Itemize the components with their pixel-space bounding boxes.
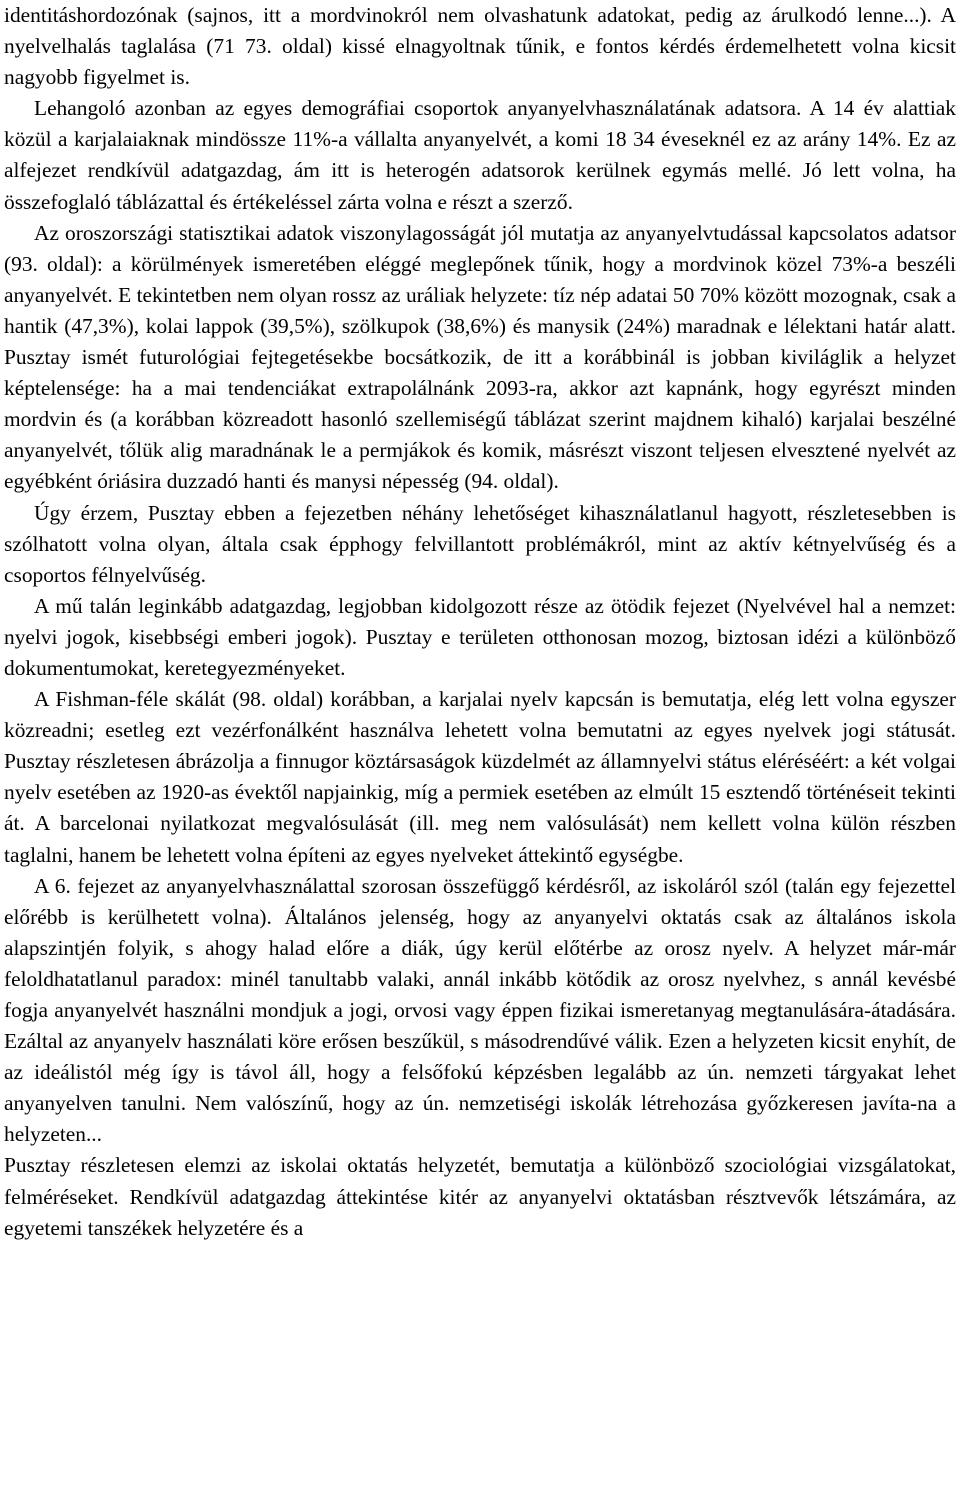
document-page	[4, 0, 956, 1244]
paragraph-8: Pusztay részletesen elemzi az iskolai oktatás helyzetét, bemutatja a különböző szociológiai vizsgálatokat, felméréseket. Rendkívül adatgazdag áttekintése kitér az anyanyelvi oktatásban résztvevők létszámára, az egyetemi tanszékek helyzetére és a	[4, 1153, 956, 1240]
paragraph-2: Lehangoló azonban az egyes demográfiai csoportok anyanyelvhasználatának adatsora. A 14 év alattiak közül a karjalaiaknak mindössze 11%-a vállalta anyanyelvét, a komi 18 34 éveseknél ez az arány 14%. Ez az alfejezet rendkívül adatgazdag, ám itt is heterogén adatsorok kerülnek egymás mellé. Jó lett volna, ha összefoglaló táblázattal és értékeléssel zárta volna e részt a szerző.	[4, 96, 956, 214]
paragraph-1: identitáshordozónak (sajnos, itt a mordvinokról nem olvashatunk adatokat, pedig az árulkodó lenne...). A nyelvelhalás taglalása (71 73. oldal) kissé elnagyoltnak tűnik, e fontos kérdés érdemelhetett volna kicsit nagyobb figyelmet is.	[4, 3, 956, 90]
paragraph-5: A mű talán leginkább adatgazdag, legjobban kidolgozott része az ötödik fejezet (Nyelvével hal a nemzet: nyelvi jogok, kisebbségi emberi jogok). Pusztay e területen otthonosan mozog, biztosan idézi a különböző dokumentumokat, keretegyezményeket.	[4, 593, 956, 680]
paragraph-6: A Fishman-féle skálát (98. oldal) korábban, a karjalai nyelv kapcsán is bemutatja, elég lett volna egyszer közreadni; esetleg ezt vezérfonálként használva lehetett volna bemutatni az egyes nyelvek jogi státusát. Pusztay részletesen ábrázolja a finnugor köztársaságok küzdelmét az államnyelvi státus eléréséért: a két volgai nyelv esetében az 1920-as évektől napjainkig, míg a permiek esetében az elmúlt 15 esztendő történéseit tekinti át. A barcelonai nyilatkozat megvalósulását (ill. meg nem valósulását) nem kellett volna külön részben taglalni, hanem be lehetett volna építeni az egyes nyelveket áttekintő egységbe.	[4, 687, 956, 867]
paragraph-7: A 6. fejezet az anyanyelvhasználattal szorosan összefüggő kérdésről, az iskoláról szól (talán egy fejezettel előrébb is kerülhetett volna). Általános jelenség, hogy az anyanyelvi oktatás csak az általános iskola alapszintjén folyik, s ahogy halad előre a diák, úgy kerül előtérbe az orosz nyelv. A helyzet már-már feloldhatatlanul paradox: minél tanultabb valaki, annál inkább kötődik az orosz nyelvhez, s annál kevésbé fogja anyanyelvét használni mondjuk a jogi, orvosi vagy éppen fizikai ismeretanyag megtanulására-átadására. Ezáltal az anyanyelv használati köre erősen beszűkül, s másodrendűvé válik. Ezen a helyzeten kicsit enyhít, de az ideálistól még így is távol áll, hogy a felsőfokú képzésben legalább az ún. nemzeti tárgyakat lehet anyanyelven tanulni. Nem valószínű, hogy az ún. nemzetiségi iskolák létrehozása győzkeresen javíta-na a helyzeten...	[4, 873, 956, 1147]
paragraph-4: Úgy érzem, Pusztay ebben a fejezetben néhány lehetőséget kihasználatlanul hagyott, részletesebben is szólhatott volna olyan, általa csak épphogy felvillantott problémákról, mint az aktív kétnyelvűség és a csoportos félnyelvűség.	[4, 500, 956, 587]
paragraph-3: Az oroszországi statisztikai adatok viszonylagosságát jól mutatja az anyanyelvtudással kapcsolatos adatsor (93. oldal): a körülmények ismeretében eléggé meglepőnek tűnik, hogy a mordvinok közel 73%-a beszéli anyanyelvét. E tekintetben nem olyan rossz az uráliak helyzete: tíz nép adatai 50 70% között mozognak, csak a hantik (47,3%), kolai lappok (39,5%), szölkupok (38,6%) és manysik (24%) maradnak e lélektani határ alatt. Pusztay ismét futurológiai fejtegetésekbe bocsátkozik, de itt a korábbinál is jobban kiviláglik a helyzet képtelensége: ha a mai tendenciákat extrapolálnánk 2093-ra, akkor azt kapnánk, hogy egyrészt minden mordvin és (a korábban közreadott hasonló szellemiségű táblázat szerint majdnem kihaló) karjalai beszélné anyanyelvét, tőlük alig maradnának le a permjákok és komik, másrészt viszont teljesen elvesztené nyelvét az egyébként óriásira duzzadó hanti és manysi népesség (94. oldal).	[4, 220, 956, 494]
